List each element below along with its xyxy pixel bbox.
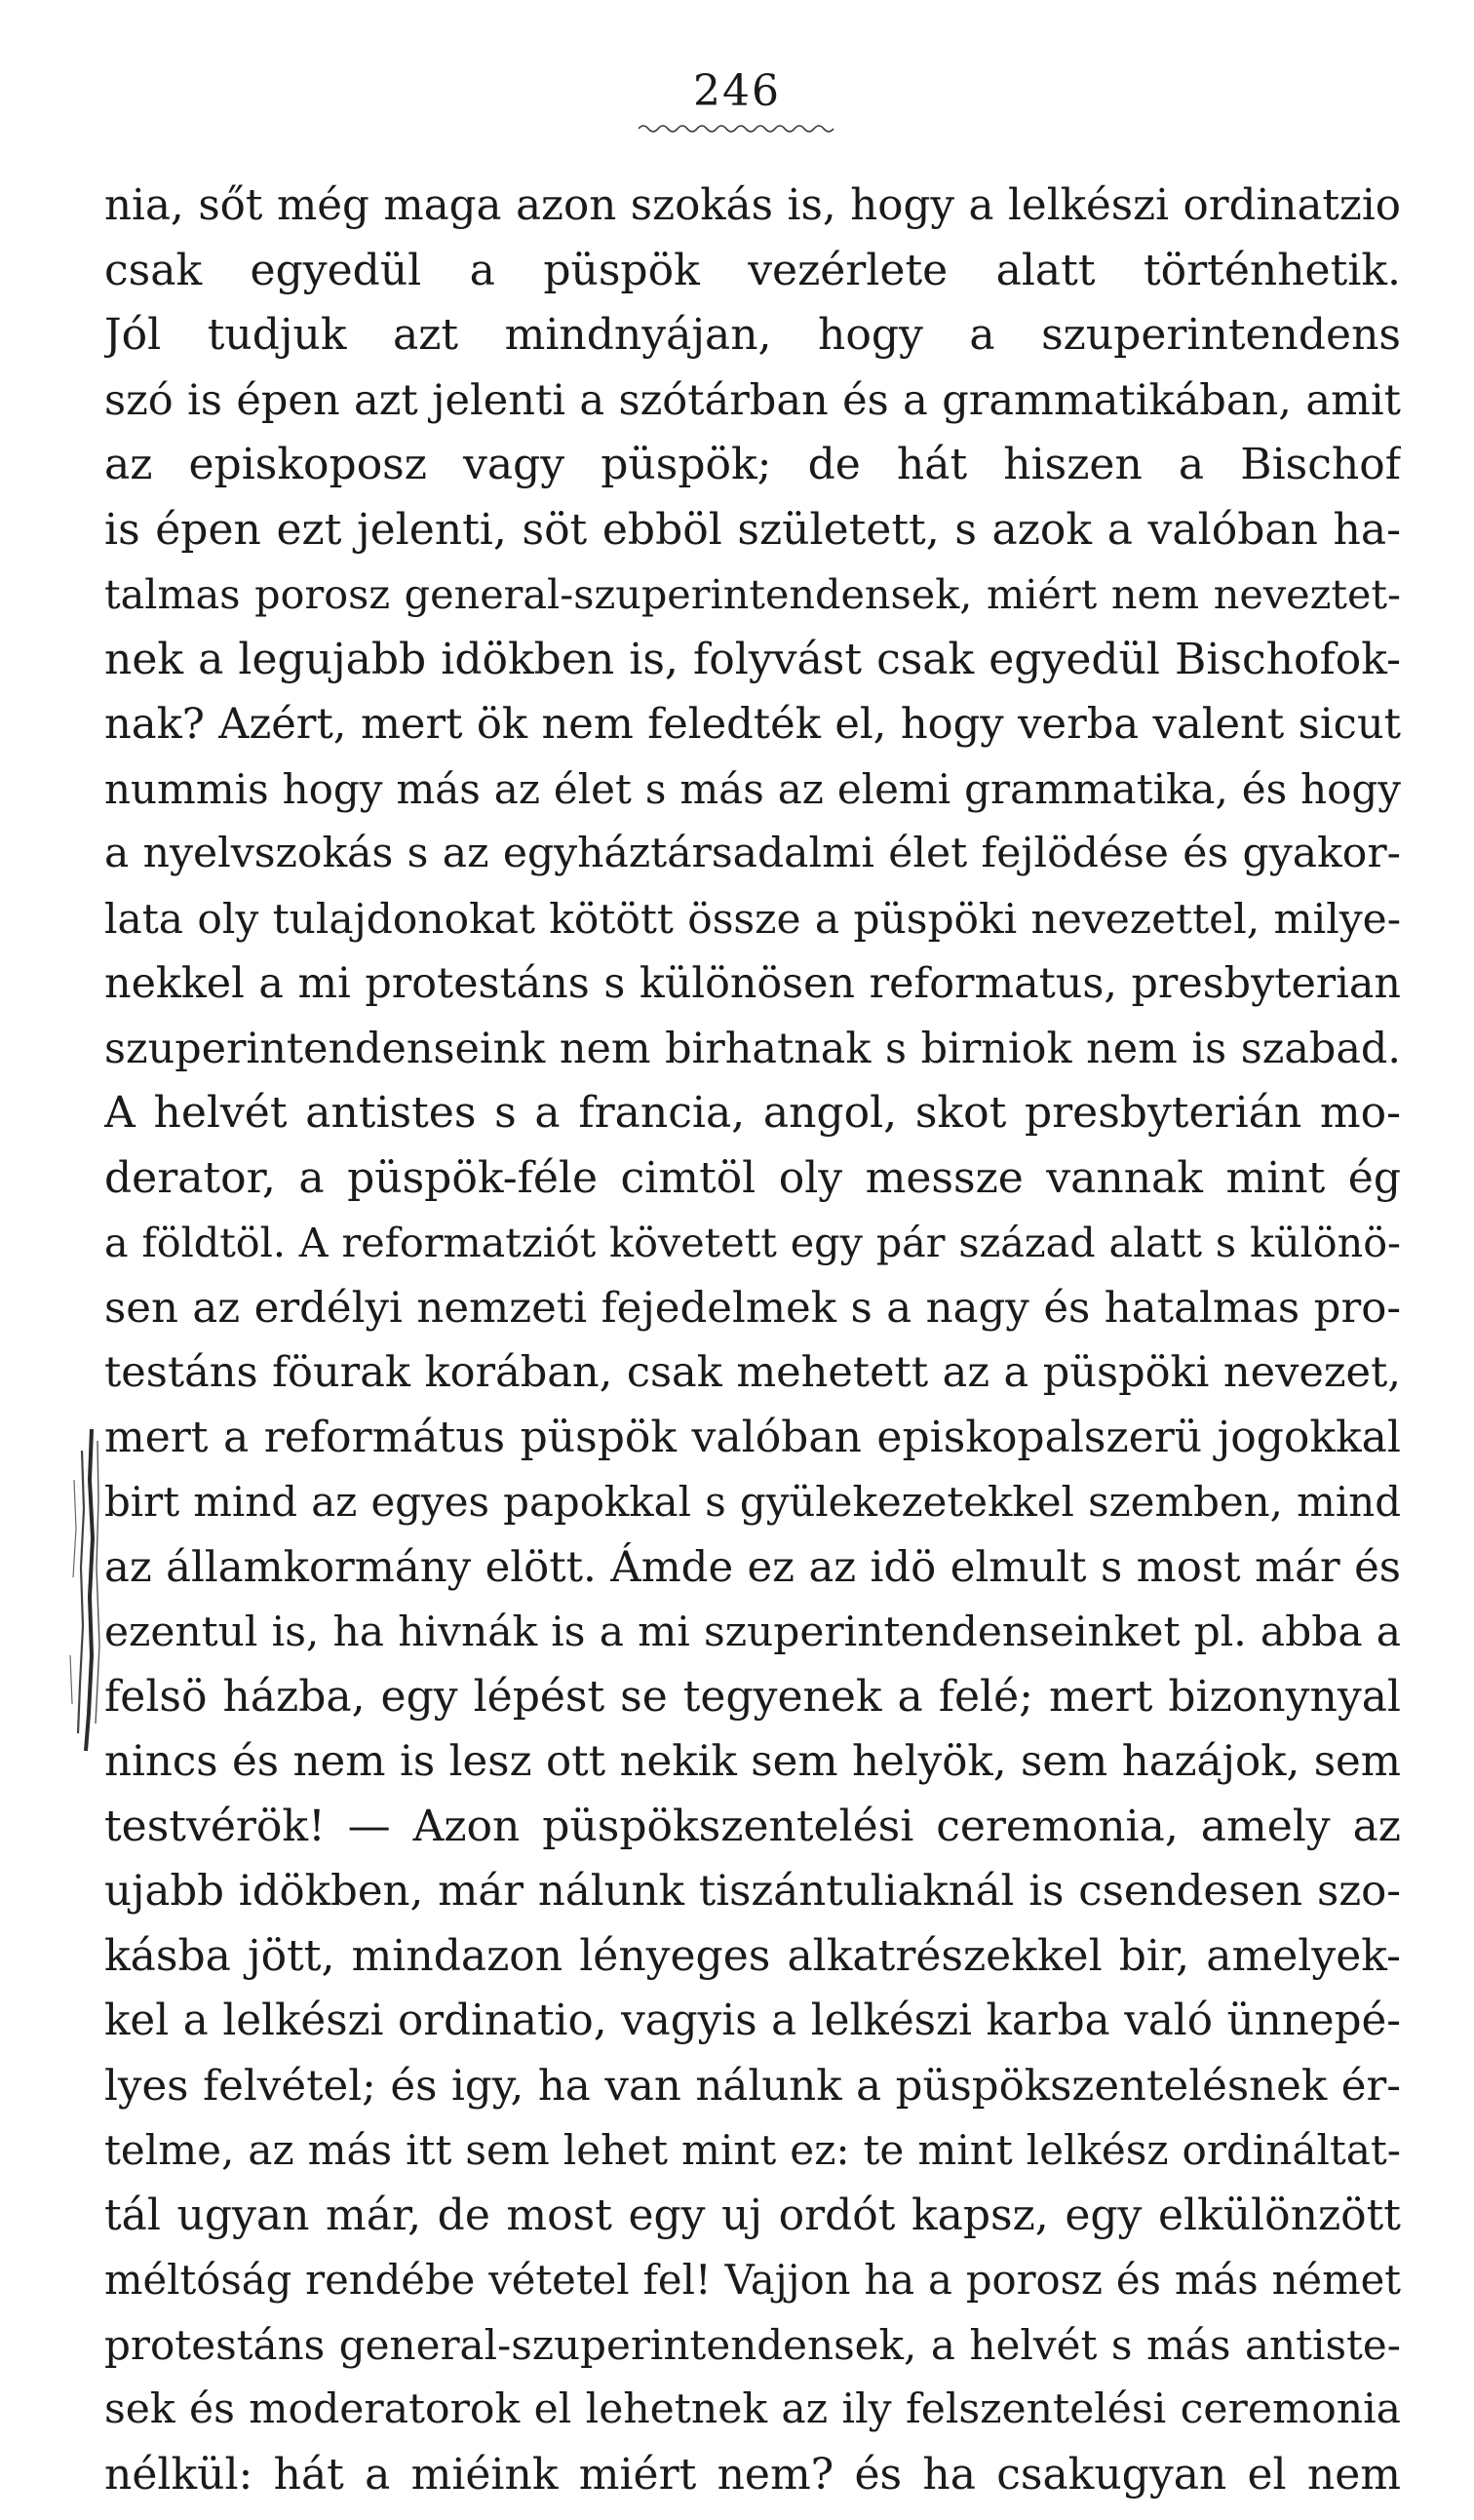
text-line: ujabb idökben, már nálunk tiszántuliaknál is csendesen szo-: [104, 1867, 1401, 1916]
page-number: 246: [693, 66, 781, 116]
text-line: talmas porosz general-szuperintendensek, miért nem neveztet-: [104, 571, 1401, 618]
text-line: a nyelvszokás s az egyháztársadalmi élet fejlödése és gyakor-: [104, 830, 1401, 877]
text-line: nak? Azért, mert ök nem feledték el, hogy verba valent sicut: [104, 700, 1401, 749]
text-line: A helvét antistes s a francia, angol, skot presbyterián mo-: [104, 1088, 1401, 1138]
text-line: tál ugyan már, de most egy uj ordót kapsz, egy elkülönzött: [104, 2190, 1401, 2240]
text-line: birt mind az egyes papokkal s gyülekezetekkel szemben, mind: [104, 1478, 1401, 1526]
text-line: testáns föurak korában, csak mehetett az a püspöki nevezet,: [104, 1348, 1401, 1397]
text-line: csak egyedül a püspök vezérlete alatt történhetik.: [104, 245, 1401, 295]
text-line: kásba jött, mindazon lényeges alkatrészekkel bir, amelyek-: [104, 1930, 1401, 1981]
text-line: a földtöl. A reformatziót követett egy pár század alatt s különö-: [104, 1220, 1401, 1266]
text-line: Jól tudjuk azt mindnyájan, hogy a szuperintendens: [104, 310, 1401, 360]
text-line: testvérök! — Azon püspökszentelési ceremonia, amely az: [104, 1801, 1401, 1851]
text-line: szó is épen azt jelenti a szótárban és a grammatikában, amit: [104, 375, 1401, 425]
text-line: sen az erdélyi nemzeti fejedelmek s a nagy és hatalmas pro-: [104, 1283, 1401, 1333]
text-line: nekkel a mi protestáns s különösen reformatus, presbyterian: [104, 959, 1401, 1008]
text-line: sek és moderatorok el lehetnek az ily felszentelési ceremonia: [104, 2385, 1401, 2433]
wavy-ornament: [639, 121, 838, 138]
text-line: nummis hogy más az élet s más az elemi grammatika, és hogy: [104, 764, 1401, 813]
text-line: kel a lelkészi ordinatio, vagyis a lelkészi karba való ünnepé-: [104, 1997, 1401, 2045]
body-text: [104, 174, 1401, 2507]
text-line: is épen ezt jelenti, söt ebböl született, s azok a valóban ha-: [104, 504, 1401, 555]
text-line: nia, sőt még maga azon szokás is, hogy a lelkészi ordinatzio: [104, 181, 1401, 230]
text-line: protestáns general-szuperintendensek, a helvét s más antiste-: [104, 2320, 1401, 2369]
text-line: nélkül: hát a miéink miért nem? és ha csakugyan el nem: [104, 2449, 1401, 2500]
text-line: nek a legujabb idökben is, folyvást csak egyedül Bischofok-: [104, 634, 1401, 684]
text-line: felsö házba, egy lépést se tegyenek a felé; mert bizonynyal: [104, 1671, 1401, 1722]
text-line: szuperintendenseink nem birhatnak s birniok nem is szabad.: [104, 1024, 1401, 1073]
text-line: méltóság rendébe vétetel fel! Vajjon ha a porosz és más német: [104, 2256, 1401, 2304]
text-line: lyes felvétel; és igy, ha van nálunk a püspökszentelésnek ér-: [104, 2061, 1401, 2111]
text-line: derator, a püspök-féle cimtöl oly messze vannak mint ég: [104, 1152, 1401, 1203]
text-line: mert a református püspök valóban episkopalszerü jogokkal: [104, 1412, 1401, 1462]
text-line: nincs és nem is lesz ott nekik sem helyök, sem hazájok, sem: [104, 1737, 1401, 1786]
text-line: lata oly tulajdonokat kötött össze a püspöki nevezettel, milye-: [104, 894, 1401, 943]
text-line: az episkoposz vagy püspök; de hát hiszen a Bischof: [104, 440, 1401, 489]
text-line: telme, az más itt sem lehet mint ez: te mint lelkész ordináltat-: [104, 2126, 1401, 2174]
margin-pencil-mark: [53, 1421, 111, 1758]
text-line: az államkormány elött. Ámde ez az idö elmult s most már és: [104, 1542, 1401, 1592]
text-line: ezentul is, ha hivnák is a mi szuperintendenseinket pl. abba a: [104, 1608, 1401, 1655]
